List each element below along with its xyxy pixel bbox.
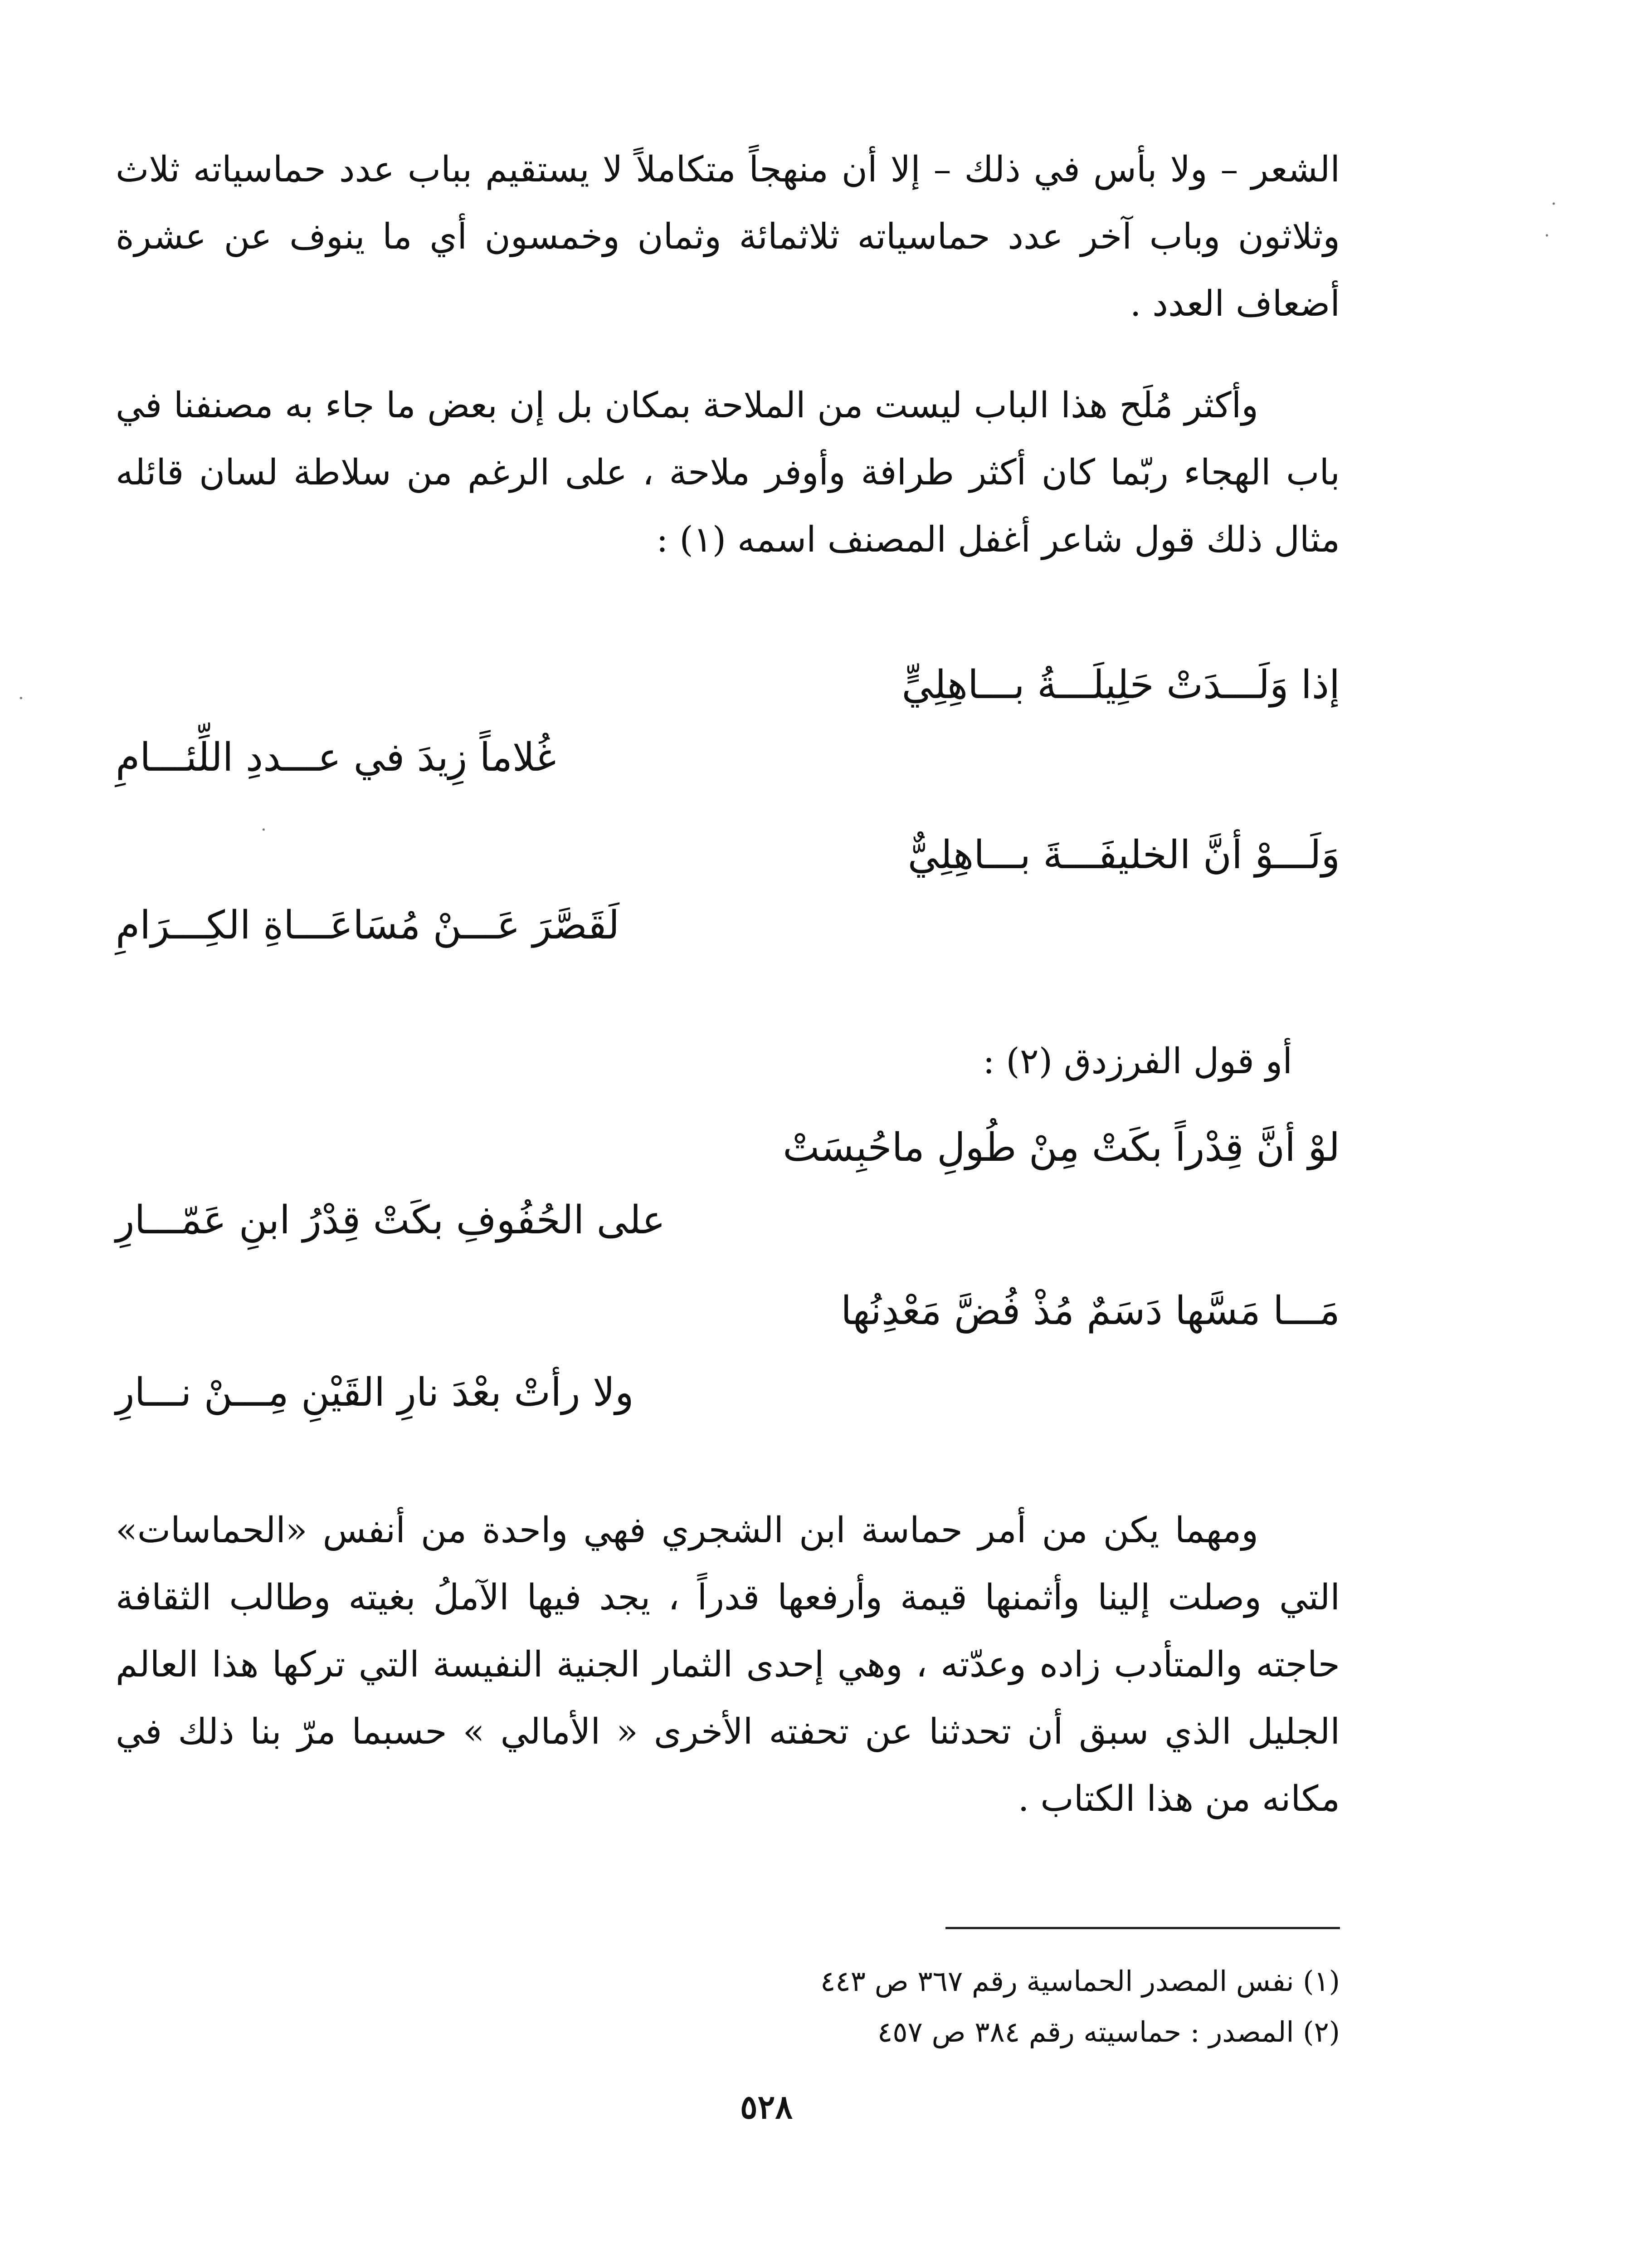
footnote-2: (٢) المصدر : حماسيته رقم ٣٨٤ ص ٤٥٧: [877, 2015, 1340, 2048]
scan-speck: ·: [1551, 194, 1557, 215]
scan-speck: ·: [18, 688, 24, 709]
footnote-divider: [945, 1927, 1340, 1929]
paragraph-1: الشعر – ولا بأس في ذلك – إلا أن منهجاً متكاملاً لا يستقيم بباب عدد حماسياته ثلاث وثلاثون وباب آخر عدد حماسياته ثلاثمائة وثمان وخمسون أي ما ينوف عن عشرة أضعاف العدد .: [116, 149, 1340, 324]
paragraph-3: ومهما يكن من أمر حماسة ابن الشجري فهي واحدة من أنفس «الحماسات» التي وصلت إلينا وأثمنها قيمة وأرفعها قدراً ، يجد فيها الآملُ بغيته وطالب الثقافة حاجته والمتأدب زاده وعدّته ، وهي إحدى الثمار الجنية النفيسة التي تركها هذا العالم الجليل الذي سبق أن تحدثنا عن تحفته الأخرى « الأمالي » حسبما مرّ بنا ذلك في مكانه من هذا الكتاب .: [116, 1510, 1340, 1819]
page-number: ٥٢٨: [740, 2087, 793, 2126]
poem-2-line-4: ولا رأتْ بعْدَ نارِ القَيْنِ مِـــنْ نـــارِ: [116, 1370, 634, 1415]
poem-1-line-2: غُلاماً زِيدَ في عـــددِ اللِّئـــامِ: [116, 735, 556, 780]
footnote-1: (١) نفس المصدر الحماسية رقم ٣٦٧ ص ٤٤٣: [820, 1965, 1340, 1998]
poem-1-line-4: لَقَصَّرَ عَـــنْ مُسَاعَـــاةِ الكِـــرَامِ: [116, 903, 620, 948]
poem-2-line-3: مَـــا مَسَّها دَسَمٌ مُذْ فُضَّ مَعْدِنُها: [841, 1288, 1340, 1334]
scan-speck: ·: [261, 820, 267, 841]
poem-2-intro: أو قول الفرزدق (٢) :: [983, 1041, 1292, 1082]
scan-speck: ·: [1544, 225, 1550, 246]
poem-2-line-1: لوْ أنَّ قِدْراً بكَتْ مِنْ طُولِ ماحُبِسَتْ: [783, 1125, 1340, 1170]
poem-1-line-1: إذا وَلَـــدَتْ حَلِيلَـــةُ بـــاهِلِيٍّ: [901, 662, 1340, 708]
paragraph-2: وأكثر مُلَح هذا الباب ليست من الملاحة بمكان بل إن بعض ما جاء به مصنفنا في باب الهجاء ربّما كان أكثر طرافة وأوفر ملاحة ، على الرغم من سلاطة لسان قائله مثال ذلك قول شاعر أغفل المصنف اسمه (١) :: [116, 385, 1340, 560]
poem-1-line-3: وَلَـــوْ أنَّ الخليفَـــةَ بـــاهِلِيٌّ: [907, 832, 1340, 878]
poem-2-line-2: على الحُفُوفِ بكَتْ قِدْرُ ابنِ عَمّـــارِ: [116, 1198, 666, 1243]
